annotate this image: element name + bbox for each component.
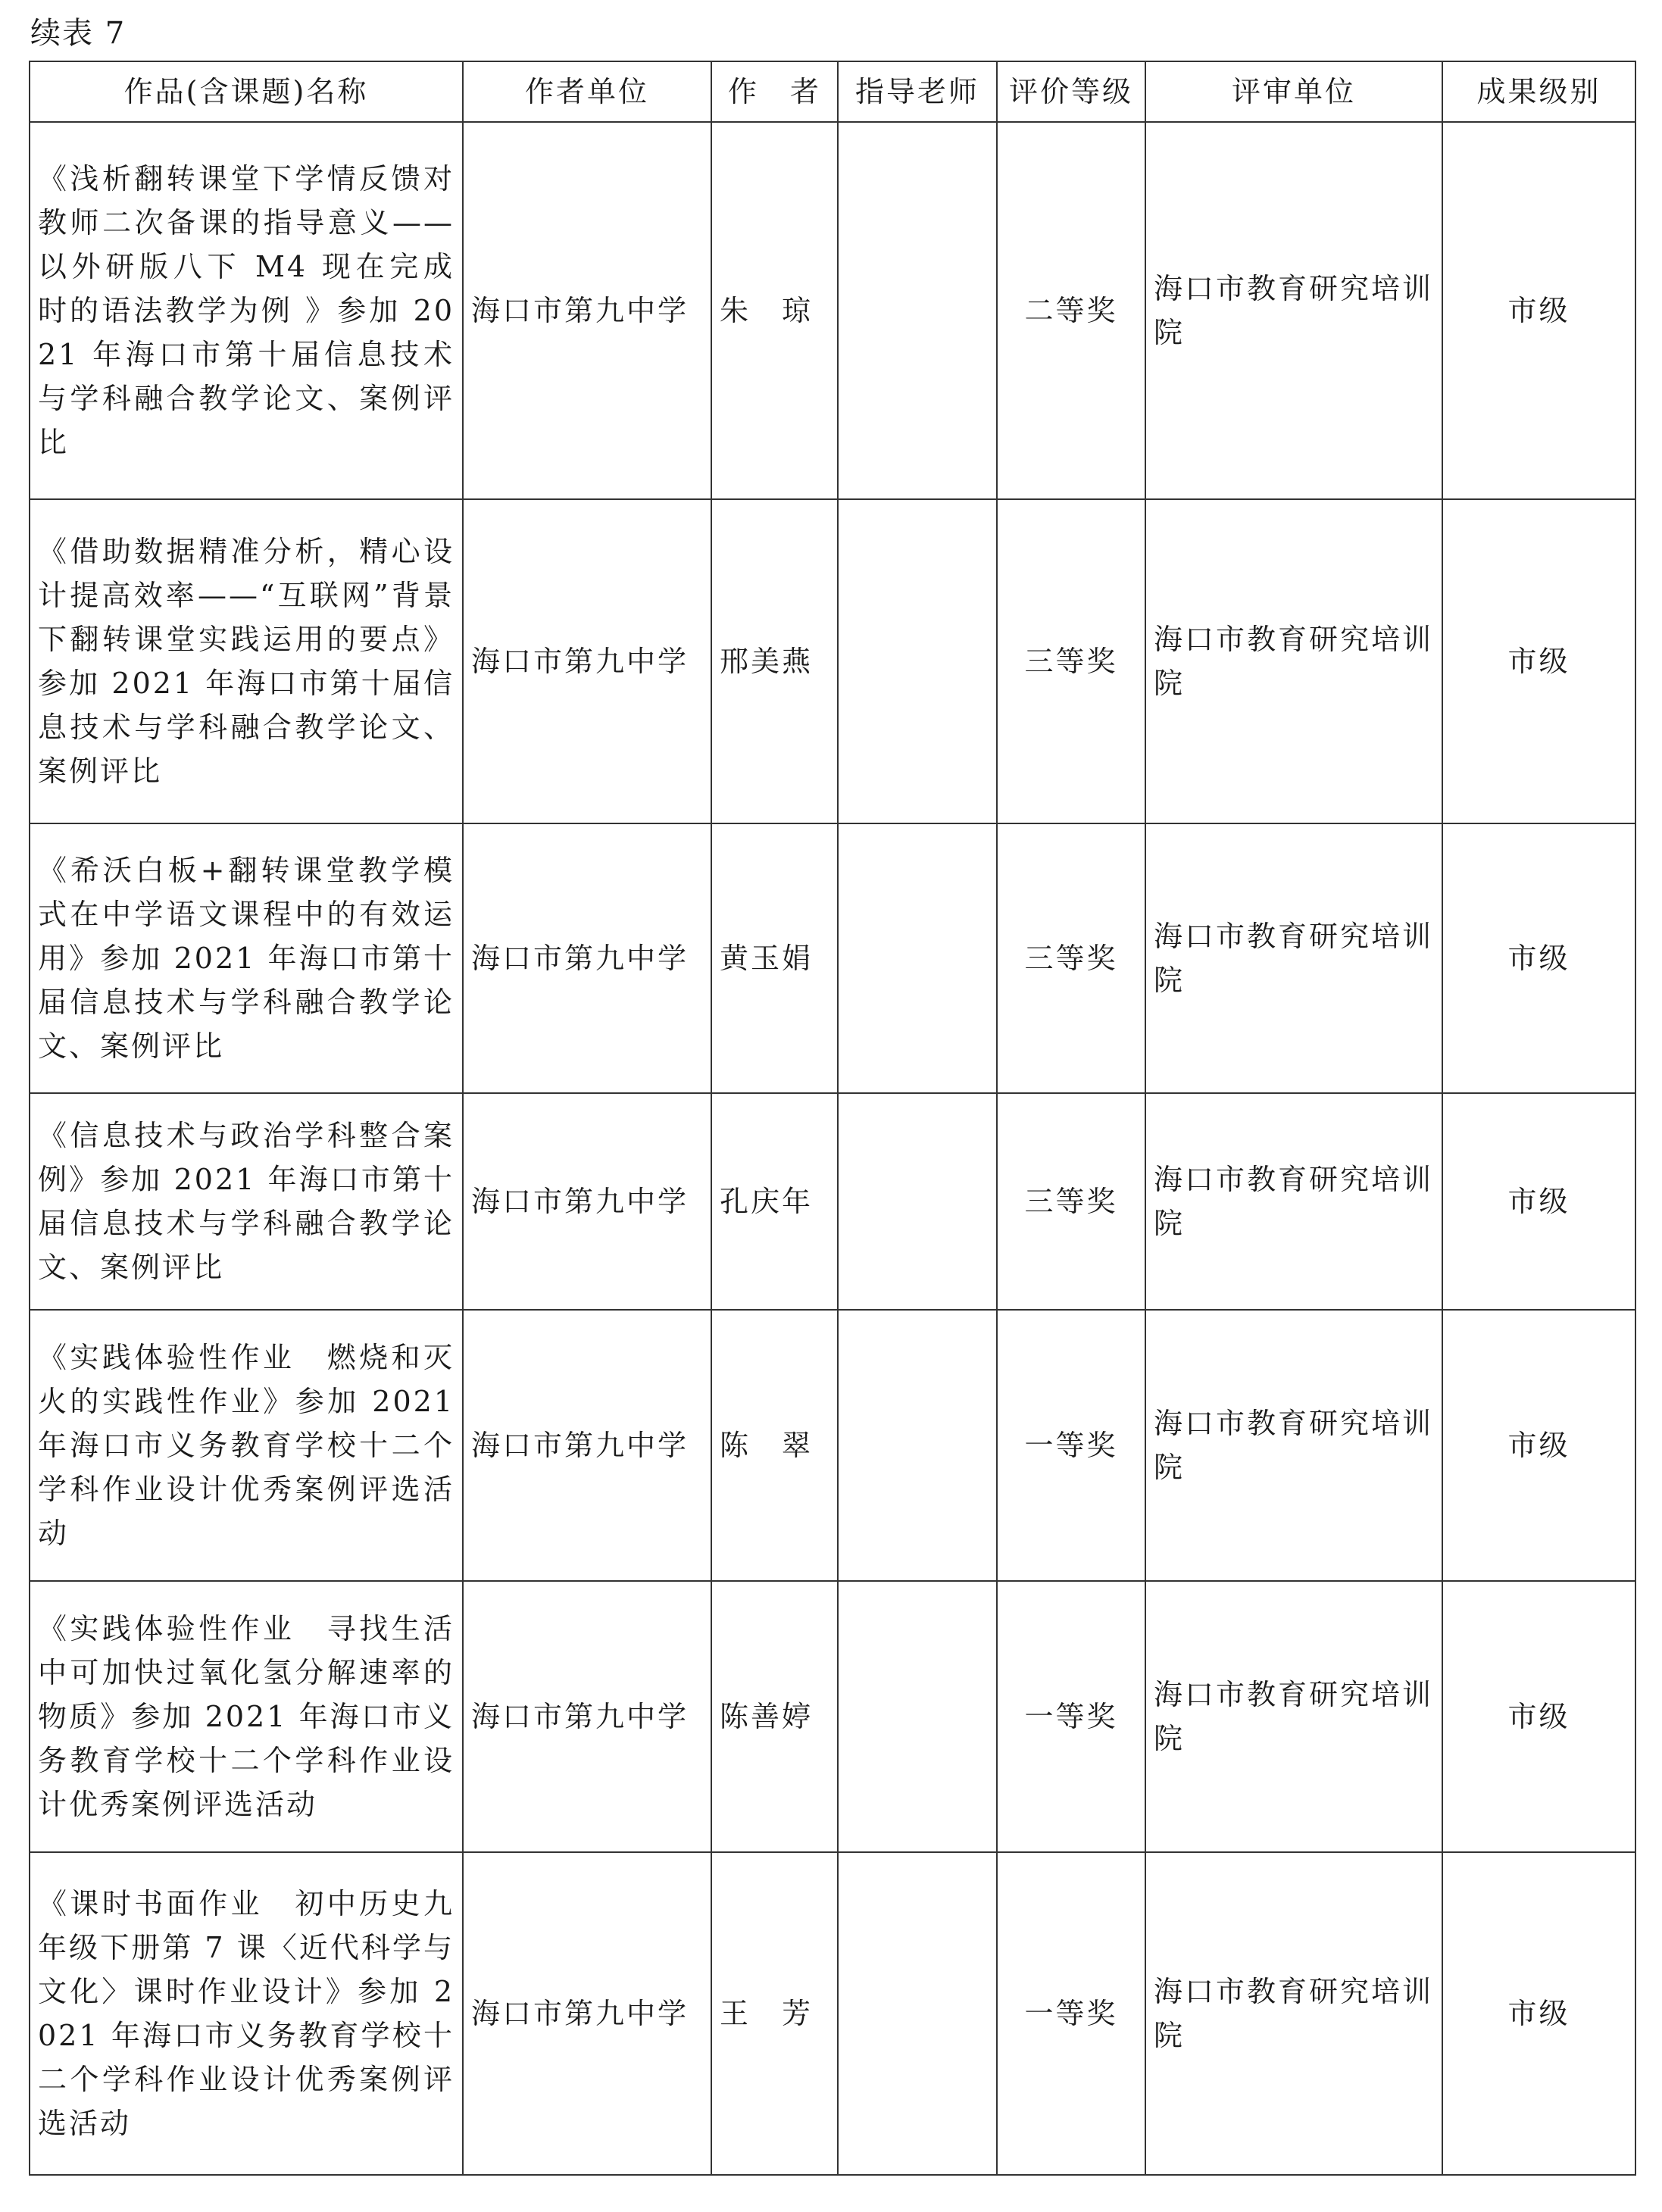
- cell-advisor: [838, 1852, 997, 2175]
- table-row: [30, 823, 1635, 1093]
- cell-level: 市级: [1442, 823, 1635, 1093]
- cell-title: 《实践体验性作业 寻找生活中可加快过氧化氢分解速率的物质》参加 2021 年海口市义务教育学校十二个学科作业设计优秀案例评选活动: [30, 1581, 463, 1852]
- header-reviewer: 评审单位: [1145, 61, 1442, 122]
- cell-unit: 海口市第九中学: [463, 1581, 711, 1852]
- cell-author: 邢美燕: [711, 499, 838, 823]
- table-row: [30, 1310, 1635, 1581]
- table-row: [30, 1093, 1635, 1310]
- cell-unit: 海口市第九中学: [463, 1093, 711, 1310]
- cell-level: 市级: [1442, 1581, 1635, 1852]
- cell-advisor: [838, 823, 997, 1093]
- cell-unit: 海口市第九中学: [463, 122, 711, 499]
- header-grade: 评价等级: [997, 61, 1145, 122]
- cell-reviewer: 海口市教育研究培训院: [1145, 1093, 1442, 1310]
- awards-table: [29, 61, 1636, 2176]
- cell-grade: 二等奖: [997, 122, 1145, 499]
- cell-author: 孔庆年: [711, 1093, 838, 1310]
- cell-reviewer: 海口市教育研究培训院: [1145, 1852, 1442, 2175]
- cell-unit: 海口市第九中学: [463, 1852, 711, 2175]
- header-level: 成果级别: [1442, 61, 1635, 122]
- cell-title: 《借助数据精准分析，精心设计提高效率——“互联网”背景下翻转课堂实践运用的要点》参加 2021 年海口市第十届信息技术与学科融合教学论文、案例评比: [30, 499, 463, 823]
- cell-author: 黄玉娟: [711, 823, 838, 1093]
- cell-grade: 一等奖: [997, 1310, 1145, 1581]
- cell-reviewer: 海口市教育研究培训院: [1145, 1581, 1442, 1852]
- cell-level: 市级: [1442, 499, 1635, 823]
- cell-advisor: [838, 122, 997, 499]
- cell-title: 《希沃白板+翻转课堂教学模式在中学语文课程中的有效运用》参加 2021 年海口市第十届信息技术与学科融合教学论文、案例评比: [30, 823, 463, 1093]
- cell-grade: 三等奖: [997, 823, 1145, 1093]
- cell-author: 朱 琼: [711, 122, 838, 499]
- table-caption: 续表 7: [30, 16, 127, 51]
- cell-grade: 一等奖: [997, 1852, 1145, 2175]
- cell-title: 《信息技术与政治学科整合案例》参加 2021 年海口市第十届信息技术与学科融合教学论文、案例评比: [30, 1093, 463, 1310]
- cell-reviewer: 海口市教育研究培训院: [1145, 499, 1442, 823]
- cell-grade: 三等奖: [997, 1093, 1145, 1310]
- cell-grade: 一等奖: [997, 1581, 1145, 1852]
- cell-reviewer: 海口市教育研究培训院: [1145, 122, 1442, 499]
- cell-author: 王 芳: [711, 1852, 838, 2175]
- header-unit: 作者单位: [463, 61, 711, 122]
- cell-advisor: [838, 1093, 997, 1310]
- table-row: [30, 499, 1635, 823]
- cell-grade: 三等奖: [997, 499, 1145, 823]
- table-header-row: [30, 61, 1635, 122]
- cell-unit: 海口市第九中学: [463, 1310, 711, 1581]
- table-row: [30, 1581, 1635, 1852]
- cell-reviewer: 海口市教育研究培训院: [1145, 823, 1442, 1093]
- cell-level: 市级: [1442, 1093, 1635, 1310]
- cell-reviewer: 海口市教育研究培训院: [1145, 1310, 1442, 1581]
- table-row: [30, 122, 1635, 499]
- header-advisor: 指导老师: [838, 61, 997, 122]
- header-title: 作品(含课题)名称: [30, 61, 463, 122]
- cell-author: 陈 翠: [711, 1310, 838, 1581]
- cell-level: 市级: [1442, 1310, 1635, 1581]
- cell-title: 《浅析翻转课堂下学情反馈对教师二次备课的指导意义——以外研版八下 M4 现在完成时的语法教学为例 》参加 2021 年海口市第十届信息技术与学科融合教学论文、案例评比: [30, 122, 463, 499]
- cell-unit: 海口市第九中学: [463, 499, 711, 823]
- cell-advisor: [838, 1581, 997, 1852]
- cell-author: 陈善婷: [711, 1581, 838, 1852]
- header-author: 作 者: [711, 61, 838, 122]
- cell-advisor: [838, 1310, 997, 1581]
- cell-level: 市级: [1442, 122, 1635, 499]
- cell-level: 市级: [1442, 1852, 1635, 2175]
- cell-title: 《课时书面作业 初中历史九年级下册第 7 课〈近代科学与文化〉课时作业设计》参加 2021 年海口市义务教育学校十二个学科作业设计优秀案例评选活动: [30, 1852, 463, 2175]
- table-row: [30, 1852, 1635, 2175]
- cell-unit: 海口市第九中学: [463, 823, 711, 1093]
- cell-title: 《实践体验性作业 燃烧和灭火的实践性作业》参加 2021 年海口市义务教育学校十二个学科作业设计优秀案例评选活动: [30, 1310, 463, 1581]
- cell-advisor: [838, 499, 997, 823]
